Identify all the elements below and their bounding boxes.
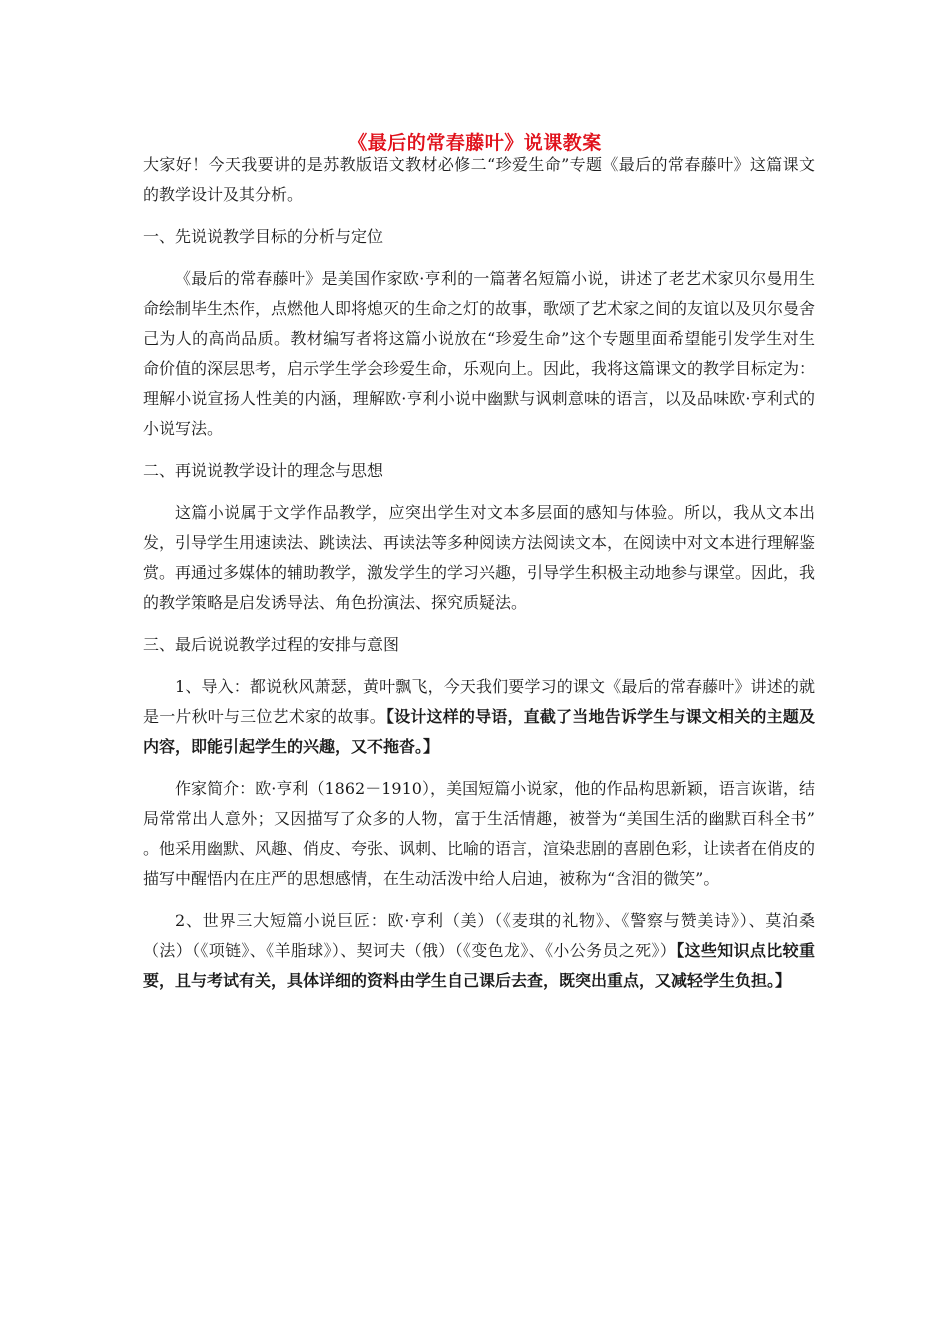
section-heading-3: 三、最后说说教学过程的安排与意图 xyxy=(143,635,400,654)
intro-step-note: 【设计这样的导语，直截了当地告诉学生与课文相关的主题及内容，即能引起学生的兴趣，又不拖沓。】 xyxy=(143,707,815,756)
masters-note: 【这些知识点比较重要，且与考试有关，具体详细的资料由学生自己课后去查，既突出重点，又减轻学生负担。】 xyxy=(143,941,815,990)
intro-paragraph: 大家好！今天我要讲的是苏教版语文教材必修二“珍爱生命”专题《最后的常春藤叶》这篇课文的教学设计及其分析。 xyxy=(143,155,815,204)
section-heading-2: 二、再说说教学设计的理念与思想 xyxy=(143,461,384,480)
masters-paragraph xyxy=(143,906,815,996)
document-title: 《最后的常春藤叶》说课教案 xyxy=(348,132,602,154)
section-heading-1: 一、先说说教学目标的分析与定位 xyxy=(143,227,384,246)
intro-step-paragraph xyxy=(143,672,815,762)
masters-text: 2、世界三大短篇小说巨匠：欧·亨利（美）（《麦琪的礼物》、《警察与赞美诗》）、莫泊桑（法）（《项链》、《羊脂球》）、契诃夫（俄）（《变色龙》、《小公务员之死》） xyxy=(143,911,815,960)
intro-step-text: 1、导入：都说秋风萧瑟，黄叶飘飞，今天我们要学习的课文《最后的常春藤叶》讲述的就是一片秋叶与三位艺术家的故事。 xyxy=(143,677,815,726)
document-body xyxy=(143,150,815,996)
author-bio-paragraph: 作家简介：欧·亨利（1862－1910），美国短篇小说家，他的作品构思新颖，语言诙谐，结局常常出人意外；又因描写了众多的人物，富于生活情趣，被誉为“美国生活的幽默百科全书” 。他采用幽默、风趣、俏皮、夸张、讽刺、比喻的语言，渲染悲剧的喜剧色彩，让读者在俏皮的描写中醒悟内在庄严的思想感情，在生动活泼中给人启迪，被称为“含泪的微笑”。 xyxy=(143,779,816,888)
design-paragraph: 这篇小说属于文学作品教学，应突出学生对文本多层面的感知与体验。所以，我从文本出发，引导学生用速读法、跳读法、再读法等多种阅读方法阅读文本，在阅读中对文本进行理解鉴赏。再通过多媒体的辅助教学，激发学生的学习兴趣，引导学生积极主动地参与课堂。因此，我的教学策略是启发诱导法、角色扮演法、探究质疑法。 xyxy=(143,503,816,612)
objectives-paragraph: 《最后的常春藤叶》是美国作家欧·亨利的一篇著名短篇小说，讲述了老艺术家贝尔曼用生命绘制毕生杰作，点燃他人即将熄灭的生命之灯的故事，歌颂了艺术家之间的友谊以及贝尔曼舍己为人的高尚品质。教材编写者将这篇小说放在“珍爱生命”这个专题里面希望能引发学生对生命价值的深层思考，启示学生学会珍爱生命，乐观向上。因此，我将这篇课文的教学目标定为：理解小说宣扬人性美的内涵，理解欧·亨利小说中幽默与讽刺意味的语言，以及品味欧·亨利式的小说写法。 xyxy=(143,269,816,438)
